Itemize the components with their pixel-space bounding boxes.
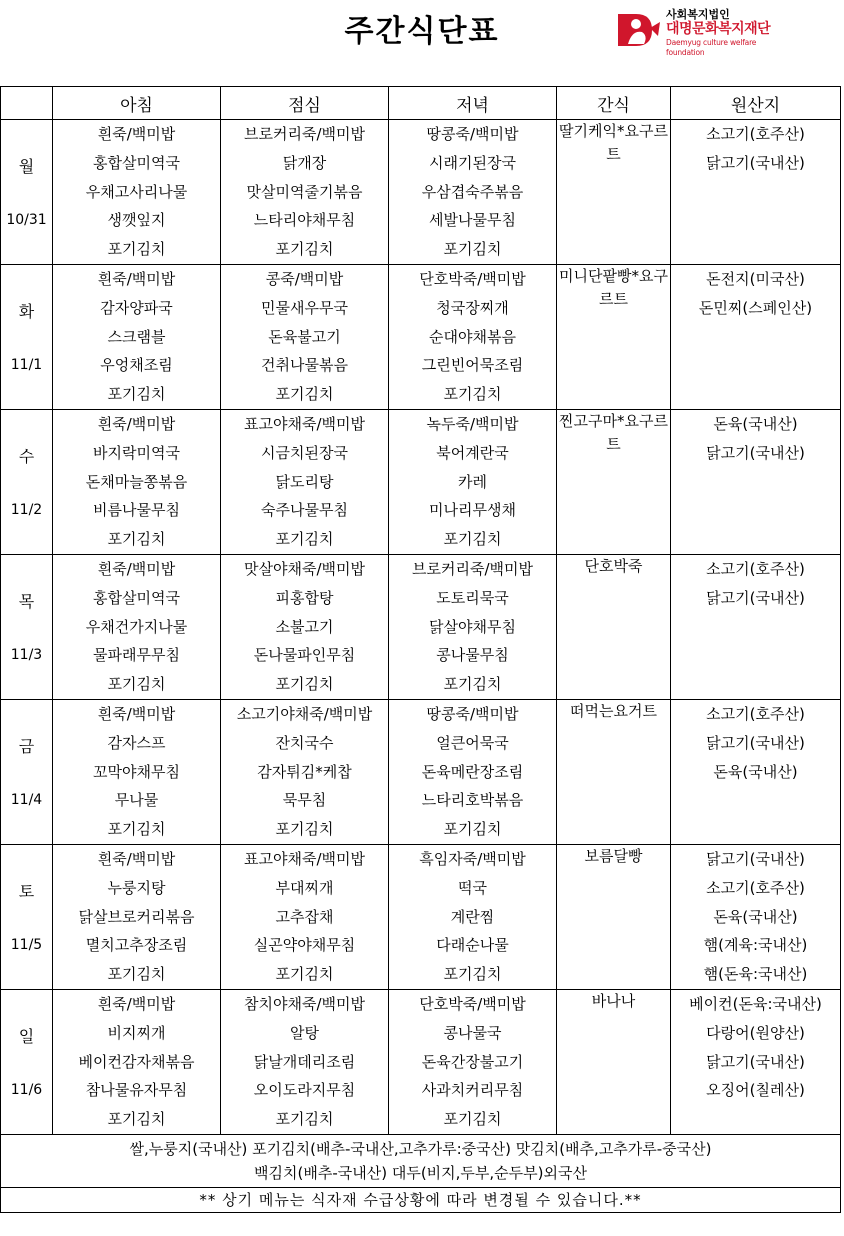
origin-item: 소고기(호주산) xyxy=(706,560,805,578)
lunch-item: 포기김치 xyxy=(275,240,334,259)
snack-cell: 떠먹는요거트 xyxy=(557,700,671,845)
day-cell xyxy=(1,700,53,845)
dinner-item: 미나리무생채 xyxy=(429,501,516,520)
breakfast-cell xyxy=(53,845,221,990)
snack-cell: 찐고구마*요구르트 xyxy=(557,410,671,555)
breakfast-item: 감자양파국 xyxy=(100,298,173,317)
breakfast-item: 흰죽/백미밥 xyxy=(97,995,176,1013)
lunch-item: 돈육불고기 xyxy=(268,327,341,346)
dinner-item: 청국장찌개 xyxy=(436,298,509,317)
dinner-item: 얼큰어묵국 xyxy=(436,733,509,752)
day-row xyxy=(1,700,841,845)
dinner-item: 시래기된장국 xyxy=(429,153,516,172)
origin-item: 오징어(칠레산) xyxy=(706,1081,805,1100)
dinner-item: 닭살야채무침 xyxy=(429,617,516,636)
day-cell xyxy=(1,120,53,265)
lunch-item: 포기김치 xyxy=(275,820,334,839)
origin-item: 닭고기(국내산) xyxy=(706,443,805,462)
lunch-item: 소고기야채죽/백미밥 xyxy=(236,705,373,723)
day-name: 화 xyxy=(18,302,35,321)
footer-notice-row xyxy=(1,1188,841,1213)
day-name: 목 xyxy=(18,592,35,611)
breakfast-item: 포기김치 xyxy=(107,530,166,549)
dinner-cell xyxy=(389,555,557,700)
origin-item: 돈육(국내산) xyxy=(713,415,798,433)
breakfast-item: 돈채마늘쫑볶음 xyxy=(85,472,188,491)
day-date: 10/31 xyxy=(6,212,47,228)
breakfast-item: 흰죽/백미밥 xyxy=(97,705,176,723)
dinner-item: 단호박죽/백미밥 xyxy=(419,270,526,288)
breakfast-cell xyxy=(53,990,221,1135)
breakfast-item: 멸치고추장조림 xyxy=(85,936,188,955)
origin-item: 돈민찌(스페인산) xyxy=(698,298,813,317)
breakfast-item: 흰죽/백미밥 xyxy=(97,415,176,433)
footer-line1: 쌀,누룽지(국내산) 포기김치(배추-국내산,고추가루:중국산) 맛김치(배추,고추가루-중국산) xyxy=(129,1140,712,1158)
lunch-item: 피홍합탕 xyxy=(275,588,334,607)
origin-item: 소고기(호주산) xyxy=(706,125,805,143)
snack-cell: 딸기케익*요구르트 xyxy=(557,120,671,265)
breakfast-item: 포기김치 xyxy=(107,965,166,984)
footer-notice: ** 상기 메뉴는 식자재 수급상황에 따라 변경될 수 있습니다.** xyxy=(1,1188,841,1213)
origin-item: 햄(돈육:국내산) xyxy=(703,965,808,984)
page-title: 주간식단표 xyxy=(344,14,500,49)
day-cell xyxy=(1,845,53,990)
breakfast-cell xyxy=(53,120,221,265)
dinner-item: 포기김치 xyxy=(443,240,502,259)
header-breakfast: 아침 xyxy=(53,87,221,120)
footer-line2: 백김치(배추-국내산) 대두(비지,두부,순두부)외국산 xyxy=(254,1164,587,1182)
logo-line1: 사회복지법인 xyxy=(666,8,730,21)
dinner-cell xyxy=(389,845,557,990)
lunch-item: 소불고기 xyxy=(275,617,334,636)
dinner-item: 그린빈어묵조림 xyxy=(421,356,524,375)
dinner-item: 단호박죽/백미밥 xyxy=(419,995,526,1013)
lunch-item: 느타리야채무침 xyxy=(253,211,356,230)
lunch-item: 실곤약야채무침 xyxy=(253,936,356,955)
dinner-item: 포기김치 xyxy=(443,1110,502,1129)
origin-item: 닭고기(국내산) xyxy=(706,850,805,868)
day-row xyxy=(1,120,841,265)
day-date: 11/3 xyxy=(10,647,43,663)
day-row xyxy=(1,410,841,555)
day-date: 11/2 xyxy=(10,502,43,518)
dinner-cell xyxy=(389,990,557,1135)
lunch-item: 포기김치 xyxy=(275,385,334,404)
breakfast-item: 물파래무무침 xyxy=(93,646,180,665)
dinner-cell xyxy=(389,700,557,845)
breakfast-item: 홍합살미역국 xyxy=(93,588,180,607)
foundation-logo xyxy=(614,8,784,57)
day-cell xyxy=(1,410,53,555)
origin-item: 베이컨(돈육:국내산) xyxy=(689,995,822,1013)
dinner-item: 포기김치 xyxy=(443,530,502,549)
dinner-item: 브로커리죽/백미밥 xyxy=(412,560,533,578)
lunch-item: 닭개장 xyxy=(282,153,327,172)
logo-emblem-icon xyxy=(614,10,664,50)
breakfast-item: 우채건가지나물 xyxy=(85,617,188,636)
lunch-item: 맛살야채죽/백미밥 xyxy=(244,560,365,578)
lunch-item: 고추잡채 xyxy=(275,907,334,926)
breakfast-item: 베이컨감자채볶음 xyxy=(78,1052,195,1071)
day-name: 수 xyxy=(18,447,35,466)
lunch-cell xyxy=(221,845,389,990)
origin-item: 소고기(호주산) xyxy=(706,878,805,897)
dinner-item: 흑임자죽/백미밥 xyxy=(419,850,526,868)
origin-item: 햄(계육:국내산) xyxy=(703,936,808,955)
snack-cell: 보름달빵 xyxy=(557,845,671,990)
breakfast-item: 참나물유자무침 xyxy=(85,1081,188,1100)
lunch-item: 돈나물파인무침 xyxy=(253,646,356,665)
dinner-cell xyxy=(389,410,557,555)
day-name: 일 xyxy=(18,1027,35,1046)
lunch-item: 콩죽/백미밥 xyxy=(265,270,344,288)
day-date: 11/1 xyxy=(10,357,43,373)
dinner-item: 세발나물무침 xyxy=(429,211,516,230)
snack-cell: 단호박죽 xyxy=(557,555,671,700)
breakfast-cell xyxy=(53,555,221,700)
day-date: 11/6 xyxy=(10,1082,43,1098)
day-row xyxy=(1,555,841,700)
day-name: 금 xyxy=(18,737,35,756)
lunch-cell xyxy=(221,265,389,410)
header-origin: 원산지 xyxy=(671,87,841,120)
dinner-item: 포기김치 xyxy=(443,675,502,694)
lunch-item: 알탕 xyxy=(290,1023,319,1042)
lunch-item: 포기김치 xyxy=(275,675,334,694)
origin-cell xyxy=(671,410,841,555)
dinner-item: 포기김치 xyxy=(443,965,502,984)
lunch-item: 묵무침 xyxy=(282,791,327,810)
breakfast-item: 포기김치 xyxy=(107,675,166,694)
breakfast-cell xyxy=(53,410,221,555)
lunch-item: 감자튀김*케찹 xyxy=(257,762,352,781)
dinner-item: 포기김치 xyxy=(443,385,502,404)
origin-cell xyxy=(671,990,841,1135)
day-row xyxy=(1,990,841,1135)
dinner-item: 북어계란국 xyxy=(436,443,509,462)
lunch-item: 부대찌개 xyxy=(275,878,334,897)
header-dinner: 저녁 xyxy=(389,87,557,120)
origin-cell xyxy=(671,555,841,700)
dinner-item: 돈육간장불고기 xyxy=(421,1052,524,1071)
breakfast-item: 흰죽/백미밥 xyxy=(97,850,176,868)
header-corner xyxy=(1,87,53,120)
dinner-item: 떡국 xyxy=(458,878,487,897)
dinner-item: 카레 xyxy=(458,472,487,491)
breakfast-item: 생깻잎지 xyxy=(107,211,166,230)
day-cell xyxy=(1,265,53,410)
header-snack: 간식 xyxy=(557,87,671,120)
footer-origin-row xyxy=(1,1135,841,1188)
origin-item: 다랑어(원양산) xyxy=(706,1023,805,1042)
lunch-item: 표고야채죽/백미밥 xyxy=(244,850,365,868)
lunch-item: 닭날개데리조림 xyxy=(253,1052,356,1071)
breakfast-item: 비지찌개 xyxy=(107,1023,166,1042)
breakfast-item: 홍합살미역국 xyxy=(93,153,180,172)
dinner-item: 돈육메란장조림 xyxy=(421,762,524,781)
snack-cell: 미니단팥빵*요구르트 xyxy=(557,265,671,410)
breakfast-item: 흰죽/백미밥 xyxy=(97,270,176,288)
origin-item: 돈육(국내산) xyxy=(713,907,798,926)
breakfast-item: 포기김치 xyxy=(107,820,166,839)
breakfast-item: 감자스프 xyxy=(107,733,166,752)
origin-cell xyxy=(671,120,841,265)
logo-line2: 대명문화복지재단 xyxy=(666,21,771,37)
day-cell xyxy=(1,990,53,1135)
dinner-item: 계란찜 xyxy=(450,907,495,926)
dinner-item: 도토리묵국 xyxy=(436,588,509,607)
breakfast-item: 우엉채조림 xyxy=(100,356,173,375)
lunch-item: 참치야채죽/백미밥 xyxy=(244,995,365,1013)
dinner-item: 순대야채볶음 xyxy=(429,327,516,346)
lunch-item: 닭도리탕 xyxy=(275,472,334,491)
dinner-item: 녹두죽/백미밥 xyxy=(426,415,519,433)
origin-item: 돈전지(미국산) xyxy=(706,270,805,288)
origin-item: 닭고기(국내산) xyxy=(706,733,805,752)
lunch-item: 맛살미역줄기볶음 xyxy=(246,182,363,201)
breakfast-item: 무나물 xyxy=(114,791,159,810)
origin-cell xyxy=(671,845,841,990)
breakfast-item: 포기김치 xyxy=(107,240,166,259)
lunch-item: 시금치된장국 xyxy=(261,443,348,462)
breakfast-item: 바지락미역국 xyxy=(93,443,180,462)
lunch-cell xyxy=(221,555,389,700)
lunch-item: 오이도라지무침 xyxy=(253,1081,356,1100)
lunch-item: 건취나물볶음 xyxy=(261,356,348,375)
day-row xyxy=(1,845,841,990)
origin-cell xyxy=(671,700,841,845)
weekly-menu-table xyxy=(0,86,841,1213)
day-cell xyxy=(1,555,53,700)
breakfast-item: 포기김치 xyxy=(107,1110,166,1129)
day-row xyxy=(1,265,841,410)
lunch-item: 표고야채죽/백미밥 xyxy=(244,415,365,433)
lunch-item: 숙주나물무침 xyxy=(261,501,348,520)
breakfast-item: 포기김치 xyxy=(107,385,166,404)
lunch-cell xyxy=(221,990,389,1135)
breakfast-item: 꼬막야채무침 xyxy=(93,762,180,781)
day-date: 11/5 xyxy=(10,937,43,953)
breakfast-item: 누룽지탕 xyxy=(107,878,166,897)
lunch-item: 브로커리죽/백미밥 xyxy=(244,125,365,143)
dinner-item: 땅콩죽/백미밥 xyxy=(426,125,519,143)
origin-item: 돈육(국내산) xyxy=(713,762,798,781)
lunch-cell xyxy=(221,700,389,845)
day-date: 11/4 xyxy=(10,792,43,808)
lunch-item: 포기김치 xyxy=(275,1110,334,1129)
breakfast-item: 우채고사리나물 xyxy=(85,182,188,201)
dinner-item: 콩나물무침 xyxy=(436,646,509,665)
dinner-item: 콩나물국 xyxy=(443,1023,502,1042)
breakfast-item: 스크램블 xyxy=(107,327,166,346)
origin-cell xyxy=(671,265,841,410)
lunch-item: 포기김치 xyxy=(275,965,334,984)
lunch-item: 민물새우무국 xyxy=(261,298,348,317)
dinner-item: 느타리호박볶음 xyxy=(421,791,524,810)
origin-item: 닭고기(국내산) xyxy=(706,1052,805,1071)
lunch-cell xyxy=(221,120,389,265)
dinner-item: 다래순나물 xyxy=(436,936,509,955)
dinner-item: 포기김치 xyxy=(443,820,502,839)
breakfast-cell xyxy=(53,700,221,845)
lunch-cell xyxy=(221,410,389,555)
dinner-item: 사과치커리무침 xyxy=(421,1081,524,1100)
dinner-cell xyxy=(389,120,557,265)
header-lunch: 점심 xyxy=(221,87,389,120)
breakfast-item: 흰죽/백미밥 xyxy=(97,125,176,143)
snack-cell: 바나나 xyxy=(557,990,671,1135)
day-name: 토 xyxy=(18,882,35,901)
dinner-item: 땅콩죽/백미밥 xyxy=(426,705,519,723)
breakfast-cell xyxy=(53,265,221,410)
header-row xyxy=(1,87,841,120)
origin-item: 소고기(호주산) xyxy=(706,705,805,723)
lunch-item: 포기김치 xyxy=(275,530,334,549)
breakfast-item: 흰죽/백미밥 xyxy=(97,560,176,578)
logo-line3: Daemyug culture welfare foundation xyxy=(666,38,757,57)
origin-item: 닭고기(국내산) xyxy=(706,588,805,607)
day-name: 월 xyxy=(18,157,35,176)
breakfast-item: 비름나물무침 xyxy=(93,501,180,520)
breakfast-item: 닭살브로커리볶음 xyxy=(78,907,195,926)
dinner-cell xyxy=(389,265,557,410)
origin-item: 닭고기(국내산) xyxy=(706,153,805,172)
lunch-item: 잔치국수 xyxy=(275,733,334,752)
dinner-item: 우삼겹숙주볶음 xyxy=(421,182,524,201)
